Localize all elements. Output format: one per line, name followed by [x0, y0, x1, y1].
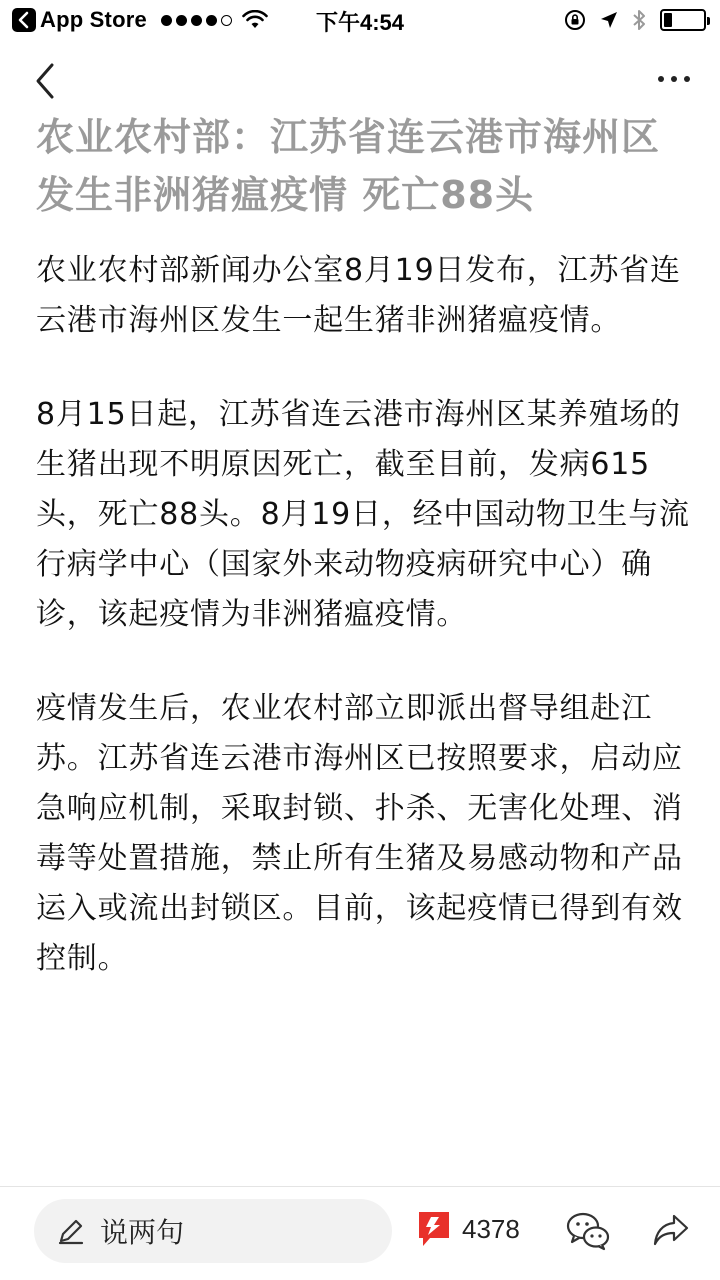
- comment-count-button[interactable]: [416, 1209, 520, 1249]
- article-headline: 农业农村部：江苏省连云港市海州区发生非洲猪瘟疫情 死亡88头: [36, 115, 661, 217]
- comment-bubble-icon: [416, 1209, 452, 1249]
- article-paragraph: 疫情发生后，农业农村部立即派出督导组赴江苏。江苏省连云港市海州区已按照要求，启动应急响应机制，采取封锁、扑杀、无害化处理、消毒等处置措施，禁止所有生猪及易感动物和产品运入或流出封锁区。目前，该起疫情已得到有效控制。: [36, 691, 683, 976]
- pen-icon: [56, 1216, 86, 1246]
- share-icon[interactable]: [652, 1211, 690, 1249]
- location-arrow-icon: [600, 11, 618, 29]
- rotation-lock-icon: [564, 9, 586, 31]
- wechat-icon[interactable]: [566, 1211, 610, 1251]
- battery-icon: [660, 9, 706, 31]
- comment-count: 4378: [462, 1213, 520, 1244]
- chevron-left-icon[interactable]: [30, 62, 62, 100]
- status-bar: [0, 0, 720, 40]
- battery-level: [664, 13, 672, 27]
- article-paragraph: 8月15日起，江苏省连云港市海州区某养殖场的生猪出现不明原因死亡，截至目前，发病615头，死亡88头。8月19日，经中国动物卫生与流行病学中心（国家外来动物疫病研究中心）确诊，该起疫情为非洲猪瘟疫情。: [36, 397, 690, 632]
- nav-bar: [0, 40, 720, 112]
- more-dots-icon[interactable]: [658, 76, 690, 82]
- status-time: 下午4:54: [315, 10, 405, 35]
- article: [36, 108, 696, 984]
- back-app-label: App Store: [40, 7, 147, 32]
- comment-input[interactable]: [34, 1199, 392, 1263]
- comment-placeholder: 说两句: [100, 1216, 185, 1249]
- article-paragraph: 农业农村部新闻办公室8月19日发布，江苏省连云港市海州区发生一起生猪非洲猪瘟疫情。: [36, 253, 681, 338]
- bottom-toolbar: [0, 1186, 720, 1280]
- bluetooth-icon: [632, 8, 646, 32]
